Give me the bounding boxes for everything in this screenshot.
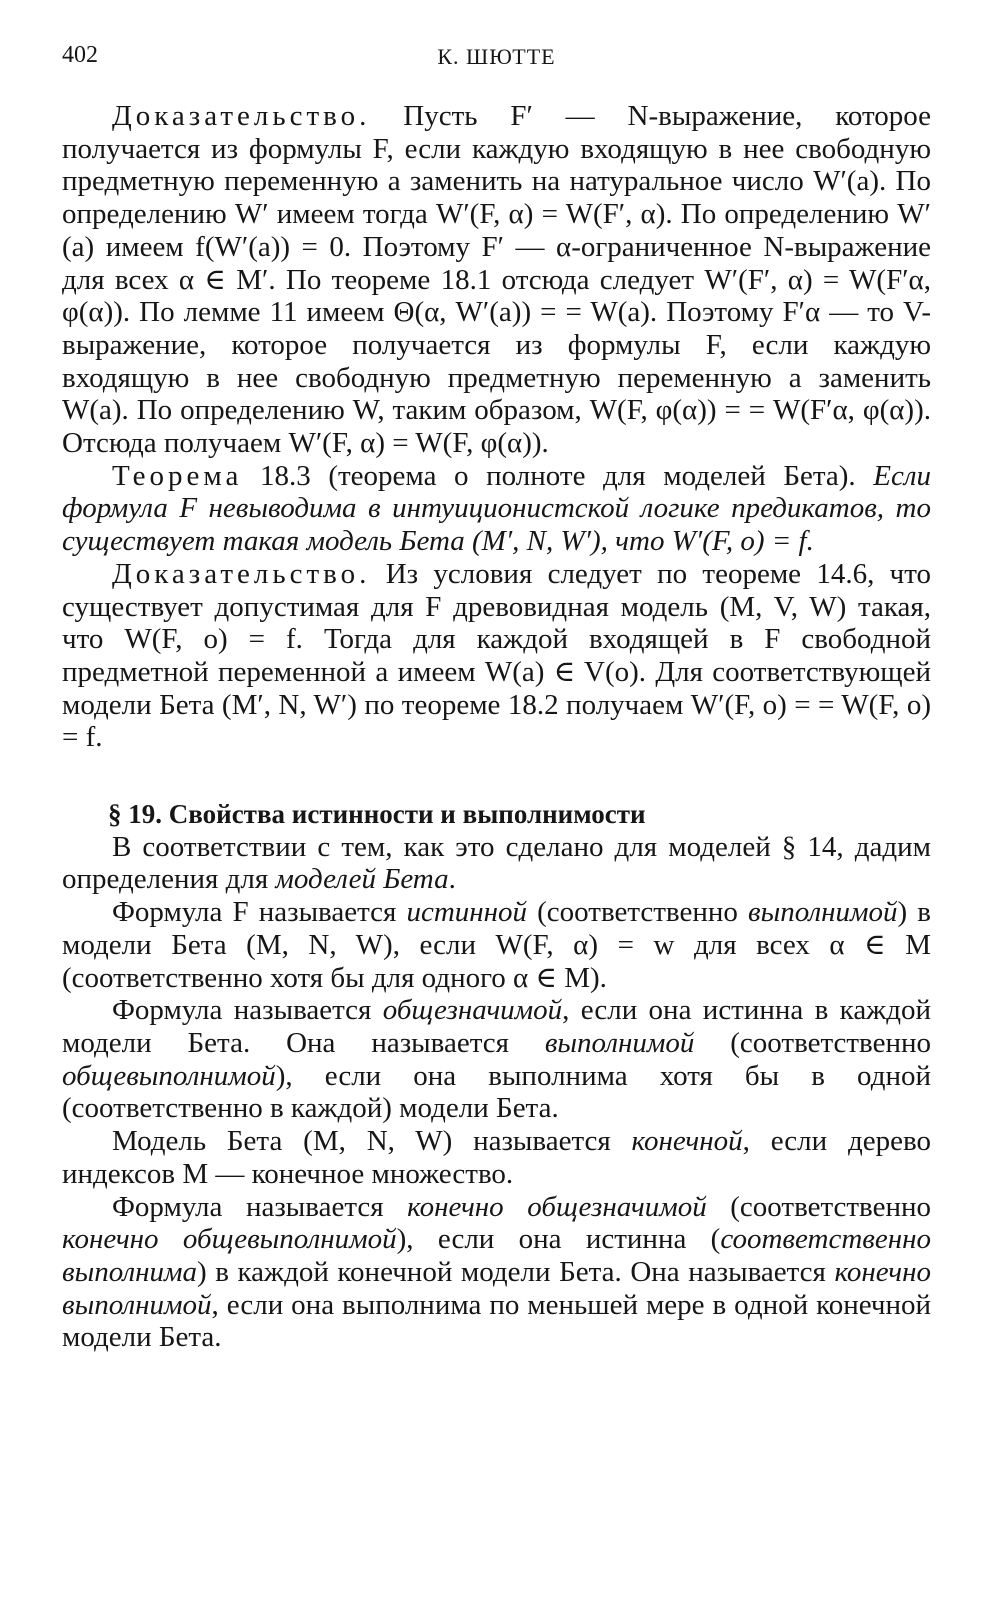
paragraph-text: ) в модели Бета (M, N, W), если W(F, α) = w для всех α ∈ M (соответственно хотя бы для одного α ∈ M).	[62, 896, 931, 994]
paragraph-text: Формула называется	[112, 994, 383, 1027]
paragraph-text: (соответственно	[706, 1190, 931, 1223]
section-paragraph-1	[62, 831, 931, 896]
italic-term: конечно выполнимой	[62, 1255, 931, 1321]
running-head-author: К. ШЮТТЕ	[437, 44, 556, 69]
theorem-paragraph	[62, 460, 931, 558]
proof-label: Доказательство.	[112, 100, 371, 132]
section-paragraph-5	[62, 1191, 931, 1355]
paragraph-text: (соответственно	[694, 1026, 931, 1059]
italic-term: выполнимой	[747, 896, 898, 929]
italic-term: конечной	[631, 1125, 743, 1158]
proof-label: Доказательство.	[112, 557, 371, 590]
section-heading: § 19. Свойства истинности и выполнимости	[108, 799, 646, 830]
paragraph-text: , если она выполнима по меньшей мере в одной конечной модели Бета.	[62, 1288, 931, 1354]
proof-paragraph-2	[62, 558, 931, 754]
paragraph-text: Формула F называется	[112, 896, 407, 929]
paragraph-text: , если дерево индексов M — конечное множество.	[62, 1125, 931, 1190]
italic-term: соответственно выполнима	[62, 1223, 931, 1288]
proof-paragraph-1	[62, 100, 931, 460]
paragraph-text: Формула называется	[112, 1190, 408, 1223]
paragraph-text: ) в каждой конечной модели Бета. Она называется	[197, 1255, 835, 1288]
theorem-statement: Если формула F невыводима в интуиционистской логике предикатов, то существует такая модель Бета (M′, N, W′), что W′(F, o) = f.	[62, 459, 931, 558]
proof-text: Из условия следует по теореме 14.6, что существует допустимая для F древовидная модель (M, V, W) такая, что W(F, o) = f. Тогда для каждой входящей в F свободной предметной переменной a имеем W(a) ∈ V(o). Для соответствующей модели Бета (M′, N, W′) по теореме 18.2 получаем W′(F, o) = = W(F, o) = f.	[62, 557, 931, 754]
section-paragraph-4	[62, 1125, 931, 1190]
proof-text: Пусть F′ — N-выражение, которое получается из формулы F, если каждую входящую в нее свободную предметную переменную a заменить на натуральное число W′(a). По определению W′ имеем тогда W′(F, α) = W(F′, α). По определению W′(a) имеем f(W′(a)) = 0. Поэтому F′ — α-ограниченное N-выражение для всех α ∈ M′. По теореме 18.1 отсюда следует W′(F′, α) = W(F′α, φ(α)). По лемме 11 имеем Θ(α, W′(a)) = = W(a). Поэтому F′α — то V-выражение, которое получается из формулы F, если каждую входящую в нее свободную предметную переменную a заменить W(a). По определению W, таким образом, W(F, φ(α)) = = W(F′α, φ(α)). Отсюда получаем W′(F, α) = W(F, φ(α)).	[62, 100, 931, 460]
paragraph-text: , если она истинна в каждой модели Бета. Она называется	[62, 994, 931, 1059]
section-paragraph-3	[62, 994, 931, 1125]
italic-term: моделей Бета	[275, 863, 449, 896]
paragraph-text: (соответственно	[527, 896, 748, 929]
paragraph-text: .	[448, 863, 456, 896]
section-paragraph-2	[62, 896, 931, 994]
italic-term: общевыполнимой	[62, 1059, 276, 1092]
paragraph-text: ), если она выполнима хотя бы в одной (соответственно в каждой) модели Бета.	[62, 1059, 931, 1125]
theorem-label: Теорема	[112, 459, 243, 492]
italic-term: истинной	[406, 896, 528, 929]
running-head	[62, 0, 931, 100]
italic-term: выполнимой	[544, 1026, 695, 1059]
page-number: 402	[62, 42, 98, 68]
theorem-title: 18.3 (теорема о полноте для моделей Бета).	[242, 459, 874, 492]
paragraph-text: В соответствии с тем, как это сделано для моделей § 14, дадим определения для	[62, 830, 931, 896]
paragraph-text: ), если она истинна (	[396, 1223, 721, 1256]
italic-term: конечно общевыполнимой	[62, 1223, 397, 1256]
paragraph-text: Модель Бета (M, N, W) называется	[112, 1125, 632, 1158]
section-spacer	[62, 754, 931, 798]
italic-term: конечно общезначимой	[407, 1190, 707, 1223]
italic-term: общезначимой	[382, 994, 563, 1027]
